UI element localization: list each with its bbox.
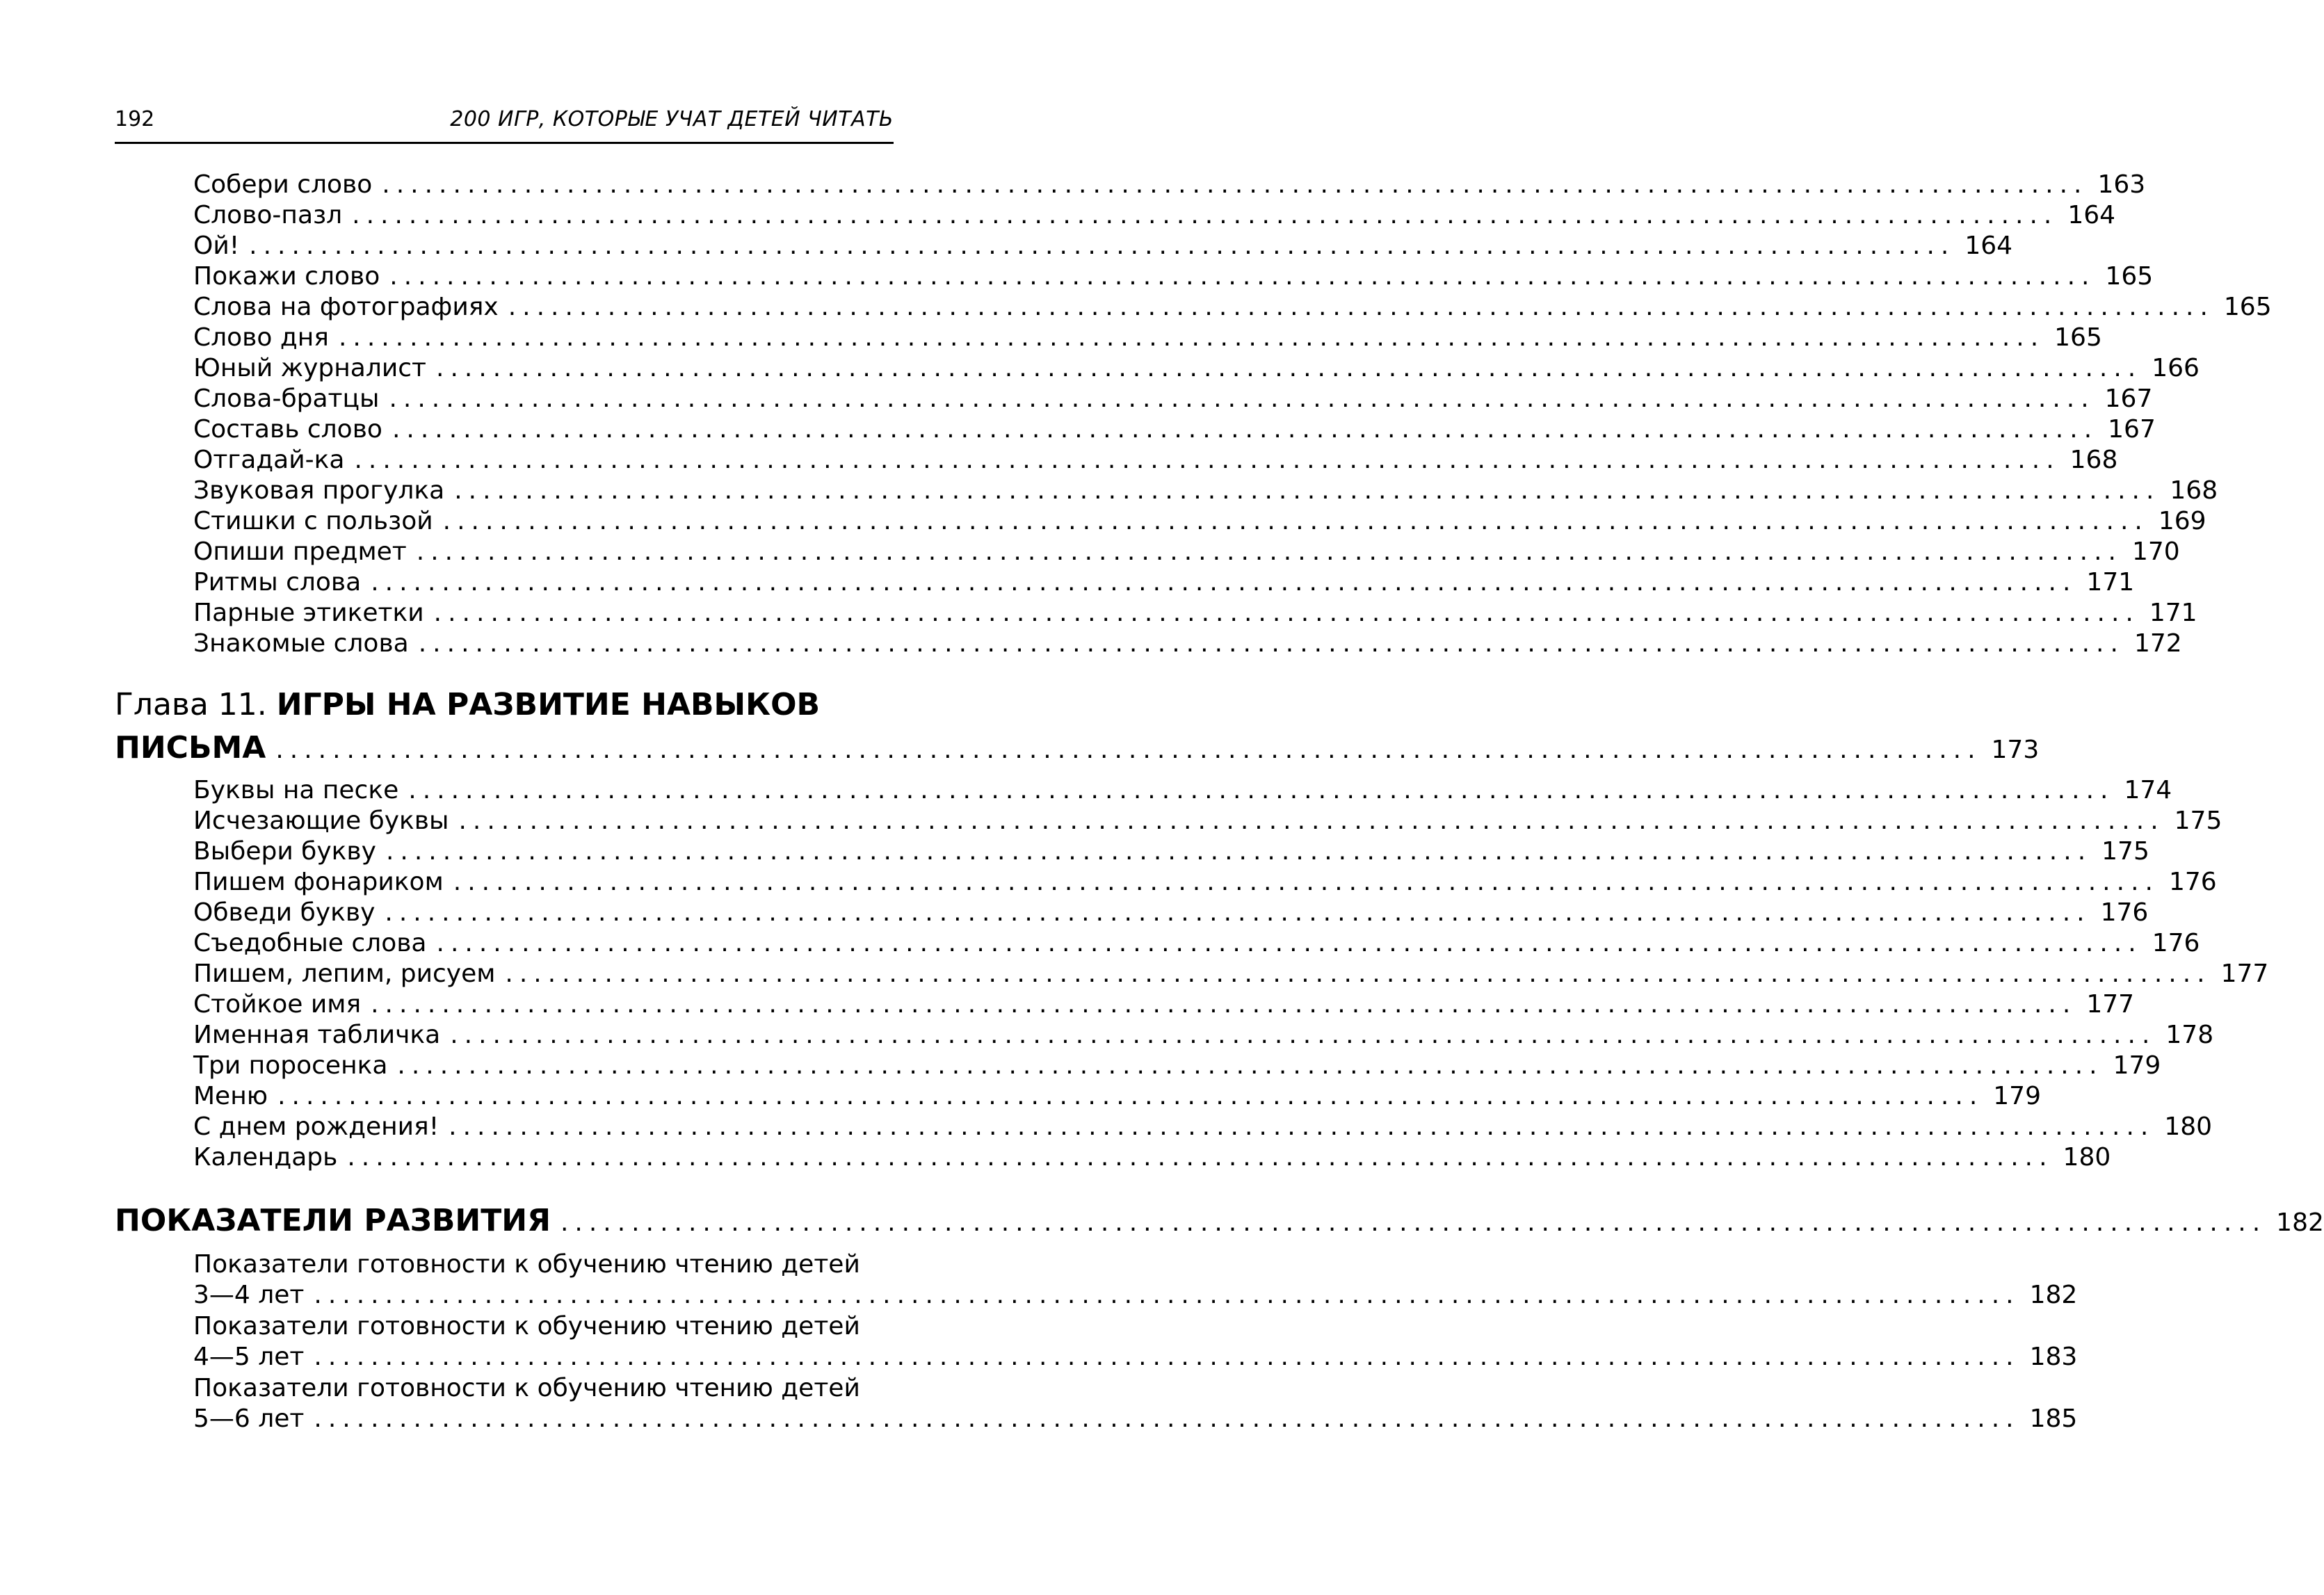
toc-entry-page: 175 bbox=[2101, 837, 2149, 866]
toc-entry bbox=[193, 1404, 2078, 1434]
dot-leader: ........................................................................................................................ bbox=[385, 898, 2091, 927]
dot-leader: ........................................................................................................................ bbox=[314, 1404, 2020, 1433]
toc-entry-page: 177 bbox=[2086, 990, 2135, 1019]
toc-entry-title: Слово дня bbox=[193, 323, 329, 352]
toc-entry-page: 174 bbox=[2124, 776, 2172, 804]
dot-leader: ........................................................................................................................ bbox=[458, 807, 2165, 835]
toc-entry-title: Меню bbox=[193, 1082, 268, 1110]
toc-entry bbox=[193, 989, 2135, 1020]
section-heading bbox=[115, 1201, 2324, 1240]
toc-entry-title: С днем рождения! bbox=[193, 1112, 439, 1141]
toc-entry-title: Съедобные слова bbox=[193, 929, 427, 957]
toc-entry bbox=[193, 506, 2206, 537]
dot-leader: ........................................................................................................................ bbox=[418, 629, 2124, 658]
toc-entry-title: Слова на фотографиях bbox=[193, 293, 499, 321]
toc-entry bbox=[193, 1142, 2111, 1173]
toc-entry bbox=[193, 170, 2146, 200]
toc-entry-page: 185 bbox=[2029, 1404, 2078, 1433]
dot-leader: ........................................................................................................................ bbox=[371, 568, 2077, 597]
toc-entry bbox=[193, 414, 2156, 445]
dot-leader: ........................................................................................................................ bbox=[449, 1112, 2155, 1141]
dot-leader: ........................................................................................................................ bbox=[382, 170, 2088, 199]
toc-entry bbox=[193, 1280, 2078, 1311]
toc-entry-page: 164 bbox=[1964, 232, 2013, 260]
toc-entry-page: 164 bbox=[2067, 201, 2116, 229]
dot-leader: ........................................................................................................................ bbox=[505, 960, 2211, 988]
toc-entry-title: Стишки с пользой bbox=[193, 507, 433, 535]
toc-entry-title: Пишем фонариком bbox=[193, 868, 444, 896]
toc-entry-title: Именная табличка bbox=[193, 1021, 441, 1049]
dot-leader: ........................................................................................................................ bbox=[389, 384, 2095, 413]
toc-entry-page: 177 bbox=[2220, 960, 2269, 988]
dot-leader: ........................................................................................................................ bbox=[436, 354, 2143, 382]
toc-entry bbox=[193, 867, 2217, 898]
toc-entry bbox=[193, 384, 2153, 414]
toc-entry-page: 176 bbox=[2152, 929, 2200, 957]
toc-entry-page: 167 bbox=[2108, 415, 2156, 444]
toc-entry bbox=[193, 1051, 2161, 1081]
dot-leader: ........................................................................................................................ bbox=[408, 776, 2115, 804]
toc-entry-page: 183 bbox=[2029, 1343, 2078, 1371]
toc-entry bbox=[193, 806, 2222, 836]
toc-entry-page: 180 bbox=[2063, 1143, 2111, 1172]
toc-entry-title: Слова-братцы bbox=[193, 384, 380, 413]
dot-leader: ........................................................................................................................ bbox=[397, 1051, 2104, 1080]
toc-entry-title: Ой! bbox=[193, 232, 240, 260]
section-page: 182 bbox=[2276, 1208, 2324, 1237]
chapter-title-line1: ИГРЫ НА РАЗВИТИЕ НАВЫКОВ bbox=[276, 687, 821, 722]
running-title: 200 ИГР, КОТОРЫЕ УЧАТ ДЕТЕЙ ЧИТАТЬ bbox=[450, 107, 894, 131]
dot-leader: ........................................................................................................................ bbox=[454, 476, 2161, 505]
toc-entry bbox=[193, 445, 2118, 476]
toc-entry bbox=[193, 959, 2269, 989]
toc-entry bbox=[193, 567, 2135, 598]
toc-entry bbox=[193, 476, 2218, 506]
toc-entry bbox=[193, 928, 2200, 959]
toc-entry-title: Составь слово bbox=[193, 415, 382, 444]
toc-entry-page: 175 bbox=[2174, 807, 2222, 835]
toc-entry-title: Выбери букву bbox=[193, 837, 376, 866]
toc-entry-page: 178 bbox=[2165, 1021, 2214, 1049]
toc-entry-title: Ритмы слова bbox=[193, 568, 362, 597]
toc-entry-page: 169 bbox=[2158, 507, 2206, 535]
chapter-title-line2: ПИСЬМА bbox=[115, 730, 266, 766]
toc-entry-title: Собери слово bbox=[193, 170, 373, 199]
dot-leader: ........................................................................................................................ bbox=[275, 736, 1982, 764]
section-title: ПОКАЗАТЕЛИ РАЗВИТИЯ bbox=[115, 1203, 551, 1238]
toc-entry-title: Слово-пазл bbox=[193, 201, 343, 229]
toc-entry bbox=[193, 1112, 2213, 1142]
toc-entry-title: Юный журналист bbox=[193, 354, 427, 382]
toc-entry-title: Три поросенка bbox=[193, 1051, 388, 1080]
dot-leader: ........................................................................................................................ bbox=[436, 929, 2143, 957]
toc-entry-page: 165 bbox=[2054, 323, 2102, 352]
running-header bbox=[115, 103, 894, 144]
dot-leader: ........................................................................................................................ bbox=[560, 1208, 2267, 1237]
toc-entry bbox=[193, 200, 2116, 231]
dot-leader: ........................................................................................................................ bbox=[416, 537, 2122, 566]
toc-entry bbox=[193, 629, 2182, 659]
toc-entry-page: 163 bbox=[2097, 170, 2146, 199]
toc-entry-title: 5—6 лет bbox=[193, 1404, 305, 1433]
toc-entry bbox=[193, 261, 2154, 292]
toc-entry-page: 171 bbox=[2149, 599, 2197, 627]
toc-entry-page: 180 bbox=[2164, 1112, 2213, 1141]
toc-entry-page: 172 bbox=[2133, 629, 2182, 658]
toc-entry bbox=[193, 1020, 2214, 1051]
toc-entry-page: 176 bbox=[2100, 898, 2149, 927]
toc-entry-page: 167 bbox=[2104, 384, 2153, 413]
toc-entry-title: Стойкое имя bbox=[193, 990, 362, 1019]
toc-entry-page: 179 bbox=[1993, 1082, 2041, 1110]
toc-entry-title: Буквы на песке bbox=[193, 776, 399, 804]
toc-entry-line1: Показатели готовности к обучению чтению детей bbox=[193, 1312, 860, 1341]
toc-entry-line1: Показатели готовности к обучению чтению детей bbox=[193, 1374, 860, 1402]
toc-entry-page: 176 bbox=[2168, 868, 2217, 896]
toc-entry-page: 165 bbox=[2105, 262, 2154, 291]
toc-entry-page: 182 bbox=[2029, 1281, 2078, 1309]
toc-entry-page: 171 bbox=[2086, 568, 2135, 597]
toc-entry-title: Пишем, лепим, рисуем bbox=[193, 960, 496, 988]
toc-entry bbox=[193, 1342, 2078, 1373]
toc-entry-title: Опиши предмет bbox=[193, 537, 407, 566]
toc-entry-page: 179 bbox=[2113, 1051, 2161, 1080]
page-number: 192 bbox=[115, 107, 155, 131]
toc-entry-page: 166 bbox=[2152, 354, 2200, 382]
toc-entry-page: 168 bbox=[2170, 476, 2218, 505]
toc-entry bbox=[193, 775, 2172, 806]
toc-entry-title: Обведи букву bbox=[193, 898, 376, 927]
toc-entry-line1: Показатели готовности к обучению чтению детей bbox=[193, 1250, 860, 1279]
dot-leader: ........................................................................................................................ bbox=[352, 201, 2058, 229]
toc-entry-title: Исчезающие буквы bbox=[193, 807, 449, 835]
toc-entry-title: Знакомые слова bbox=[193, 629, 409, 658]
dot-leader: ........................................................................................................................ bbox=[392, 415, 2099, 444]
dot-leader: ........................................................................................................................ bbox=[385, 837, 2092, 866]
toc-entry-page: 165 bbox=[2223, 293, 2272, 321]
toc-entry-title: Календарь bbox=[193, 1143, 338, 1172]
dot-leader: ........................................................................................................................ bbox=[508, 293, 2214, 321]
toc-entry-page: 170 bbox=[2131, 537, 2180, 566]
dot-leader: ........................................................................................................................ bbox=[347, 1143, 2053, 1172]
toc-entry-title: 4—5 лет bbox=[193, 1343, 305, 1371]
toc-entry-title: Парные этикетки bbox=[193, 599, 424, 627]
dot-leader: ........................................................................................................................ bbox=[433, 599, 2140, 627]
toc-entry-page: 168 bbox=[2069, 446, 2118, 474]
toc-entry-title: Отгадай-ка bbox=[193, 446, 345, 474]
dot-leader: ........................................................................................................................ bbox=[314, 1343, 2020, 1371]
toc-entry bbox=[193, 353, 2200, 384]
dot-leader: ........................................................................................................................ bbox=[277, 1082, 1984, 1110]
toc-entry-title: 3—4 лет bbox=[193, 1281, 305, 1309]
dot-leader: ........................................................................................................................ bbox=[453, 868, 2159, 896]
chapter-heading bbox=[115, 686, 820, 724]
dot-leader: ........................................................................................................................ bbox=[354, 446, 2060, 474]
dot-leader: ........................................................................................................................ bbox=[450, 1021, 2156, 1049]
dot-leader: ........................................................................................................................ bbox=[389, 262, 2096, 291]
chapter-page: 173 bbox=[1991, 736, 2040, 764]
toc-entry-title: Покажи слово bbox=[193, 262, 380, 291]
dot-leader: ........................................................................................................................ bbox=[314, 1281, 2020, 1309]
toc-entry bbox=[193, 537, 2180, 567]
toc-entry bbox=[193, 292, 2272, 323]
toc-entry bbox=[193, 231, 2013, 261]
toc-entry-title: Звуковая прогулка bbox=[193, 476, 445, 505]
toc-entry bbox=[193, 323, 2102, 353]
chapter-prefix: Глава 11. bbox=[115, 687, 267, 722]
chapter-heading-continued bbox=[115, 729, 2040, 768]
dot-leader: ........................................................................................................................ bbox=[338, 323, 2045, 352]
dot-leader: ........................................................................................................................ bbox=[371, 990, 2077, 1019]
toc-entry bbox=[193, 1081, 2041, 1112]
dot-leader: ........................................................................................................................ bbox=[249, 232, 1955, 260]
toc-entry bbox=[193, 898, 2149, 928]
toc-entry bbox=[193, 598, 2197, 629]
dot-leader: ........................................................................................................................ bbox=[442, 507, 2149, 535]
toc-entry bbox=[193, 836, 2149, 867]
